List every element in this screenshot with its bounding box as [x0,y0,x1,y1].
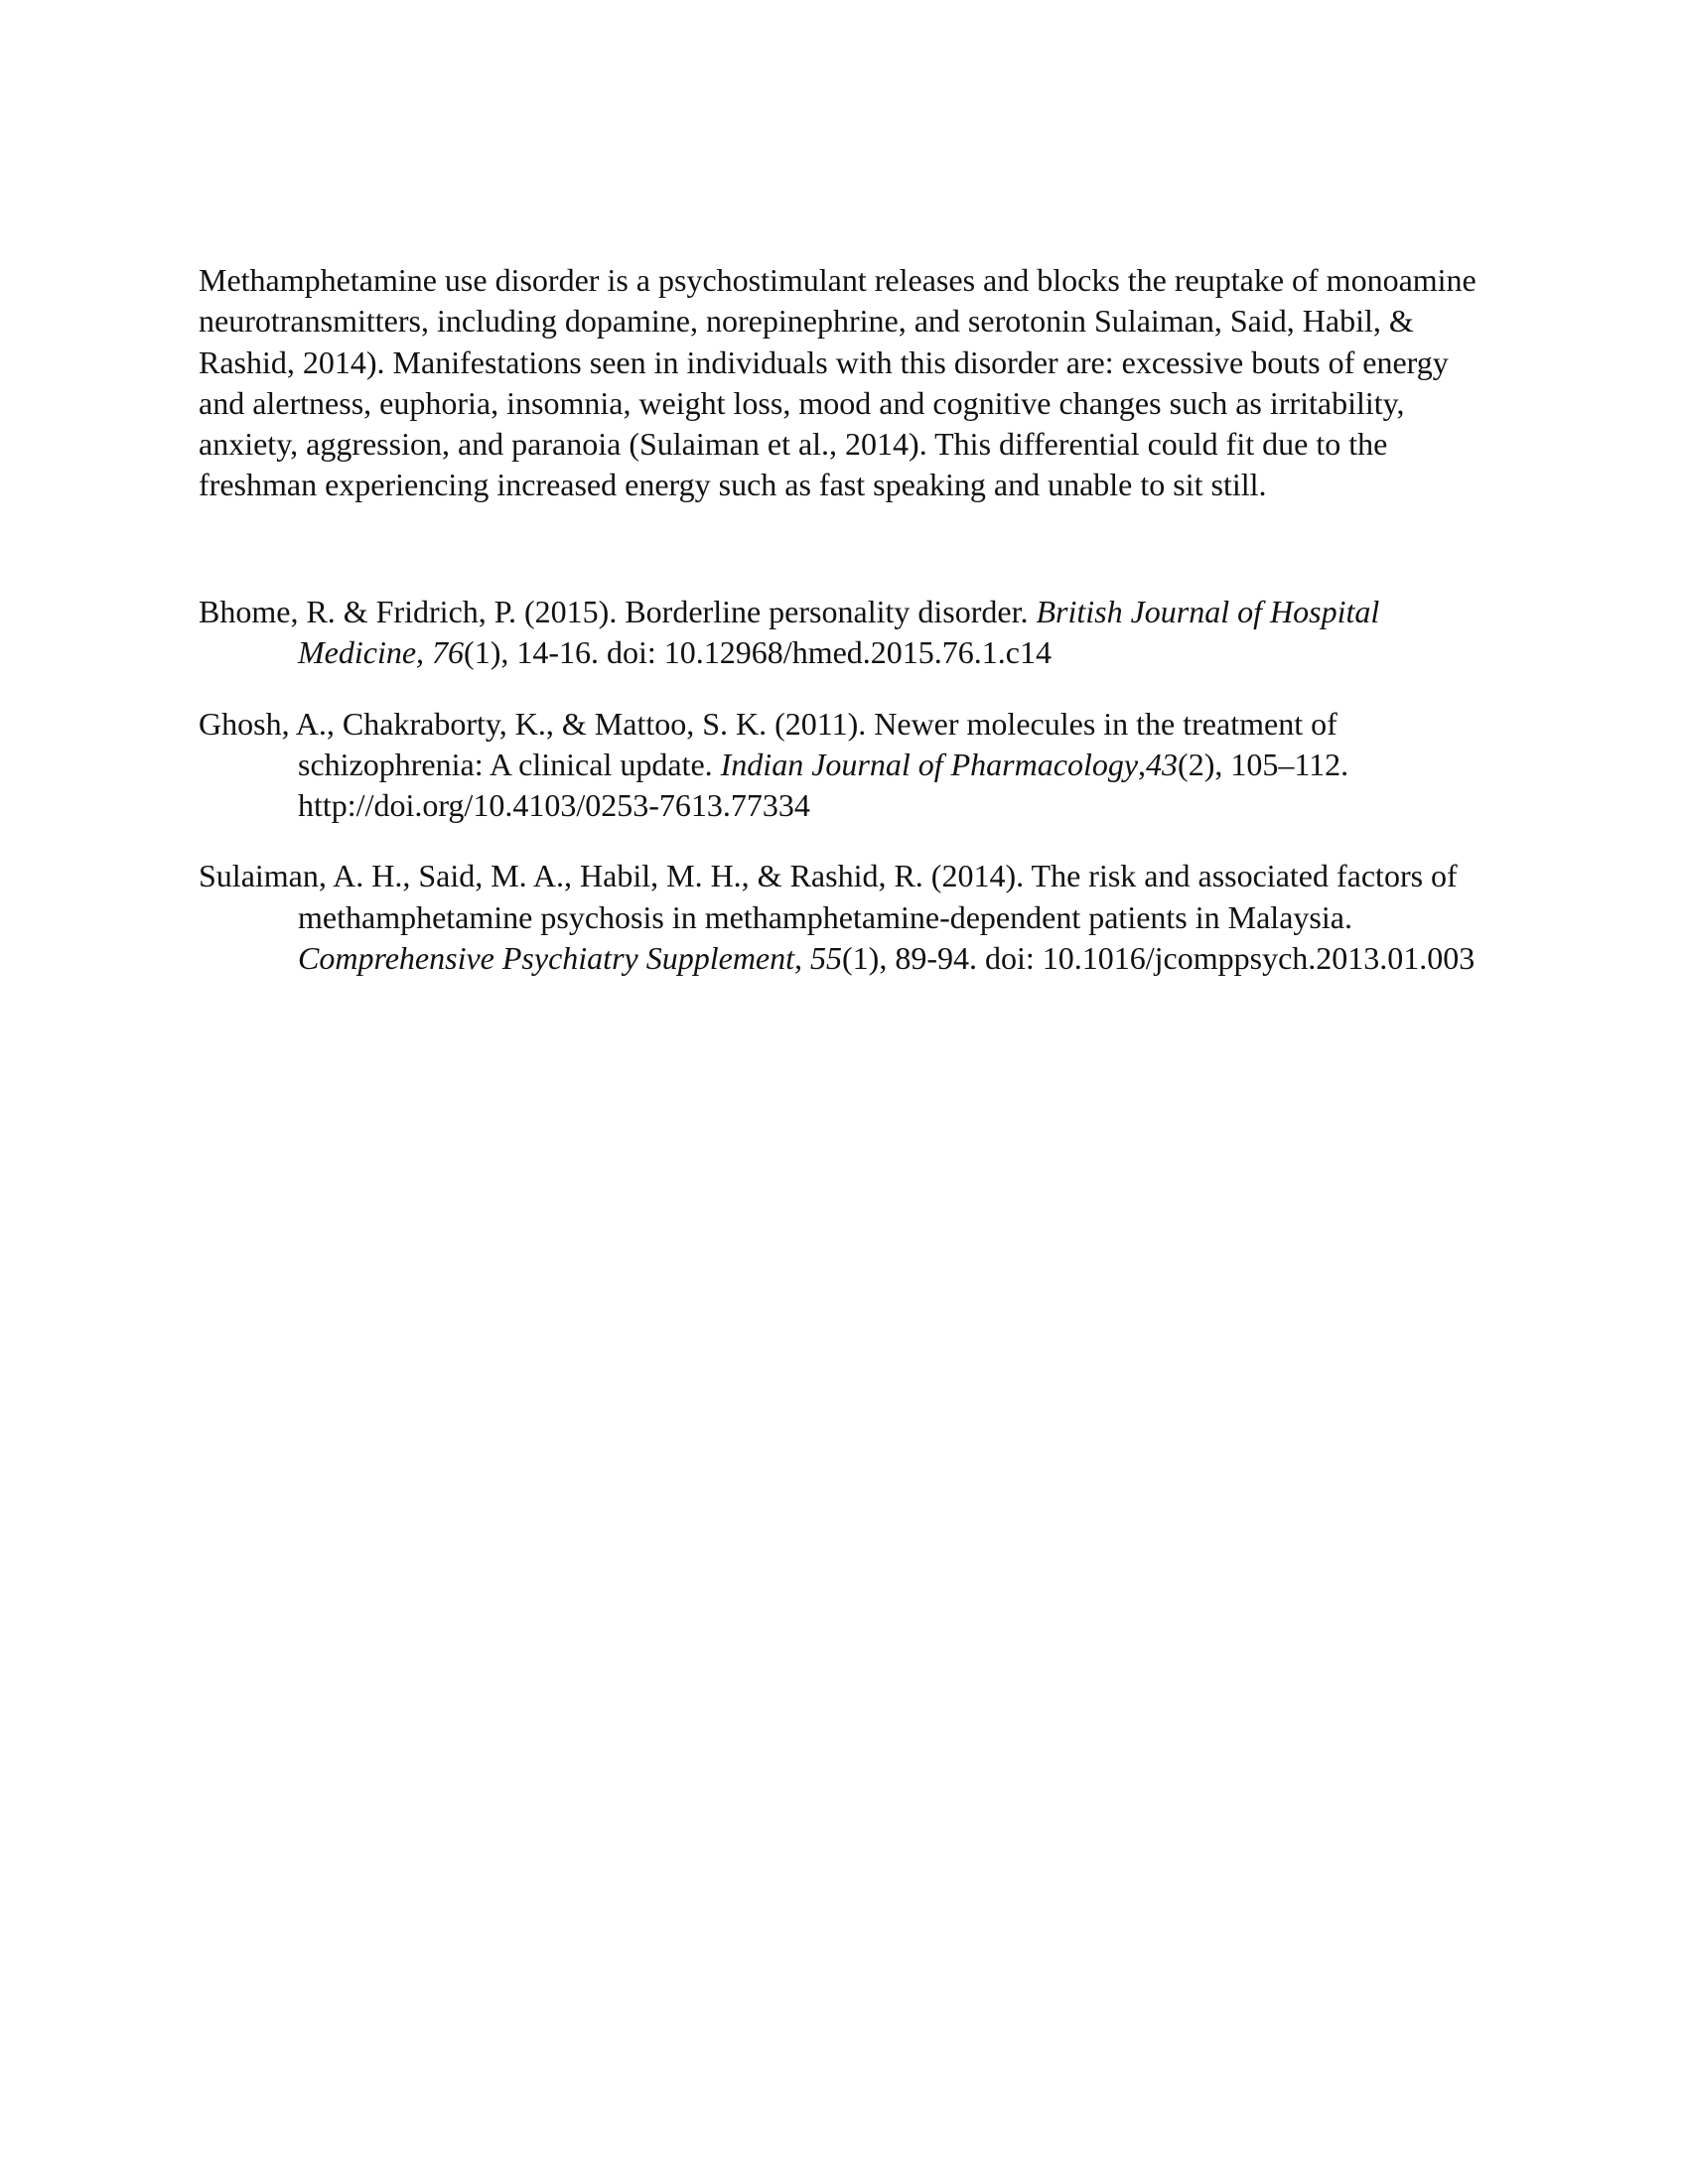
reference-authors-title: Ghosh, A., Chakraborty, K., & Mattoo, S. K. (2011). Newer molecules in the treatment of schizophrenia: A clinical update. [199,705,1337,782]
reference-journal: British Journal of Hospital Medicine, 76 [298,594,1380,671]
reference-entry-ghosh [199,704,1489,827]
reference-volume: 43 [1146,746,1179,782]
reference-journal: Comprehensive Psychiatry Supplement, 55 [298,940,843,977]
reference-journal: Indian Journal of Pharmacology [720,746,1139,782]
body-paragraph: Methamphetamine use disorder is a psychostimulant releases and blocks the reuptake of monoamine neurotransmitters, including dopamine, norepinephrine, and serotonin Sulaiman, Said, Habil, & Rashid, 2014). Manifestations seen in individuals with this disorder are: excessive bouts of energy and alertness, euphoria, insomnia, weight loss, mood and cognitive changes such as irritability, anxiety, aggression, and paranoia (Sulaiman et al., 2014). This differential could fit due to the freshman experiencing increased energy such as fast speaking and unable to sit still. [199,262,1477,503]
reference-separator: , [1138,746,1147,782]
reference-authors-title: Sulaiman, A. H., Said, M. A., Habil, M. H., & Rashid, R. (2014). The risk and associated factors of methamphetamine psychosis in methamphetamine-dependent patients in Malaysia. [199,858,1458,935]
reference-details: (1), 89-94. doi: 10.1016/jcomppsych.2013.01.003 [842,940,1476,977]
reference-details: (1), 14-16. doi: 10.12968/hmed.2015.76.1.c14 [464,634,1052,671]
reference-details: (2), 105–112. http://doi.org/10.4103/0253-7613.77334 [298,746,1349,824]
reference-list [199,592,1489,1009]
reference-authors-title: Bhome, R. & Fridrich, P. (2015). Borderline personality disorder. [199,594,1037,629]
reference-entry-bhome [199,592,1489,674]
reference-entry-sulaiman [199,856,1489,979]
